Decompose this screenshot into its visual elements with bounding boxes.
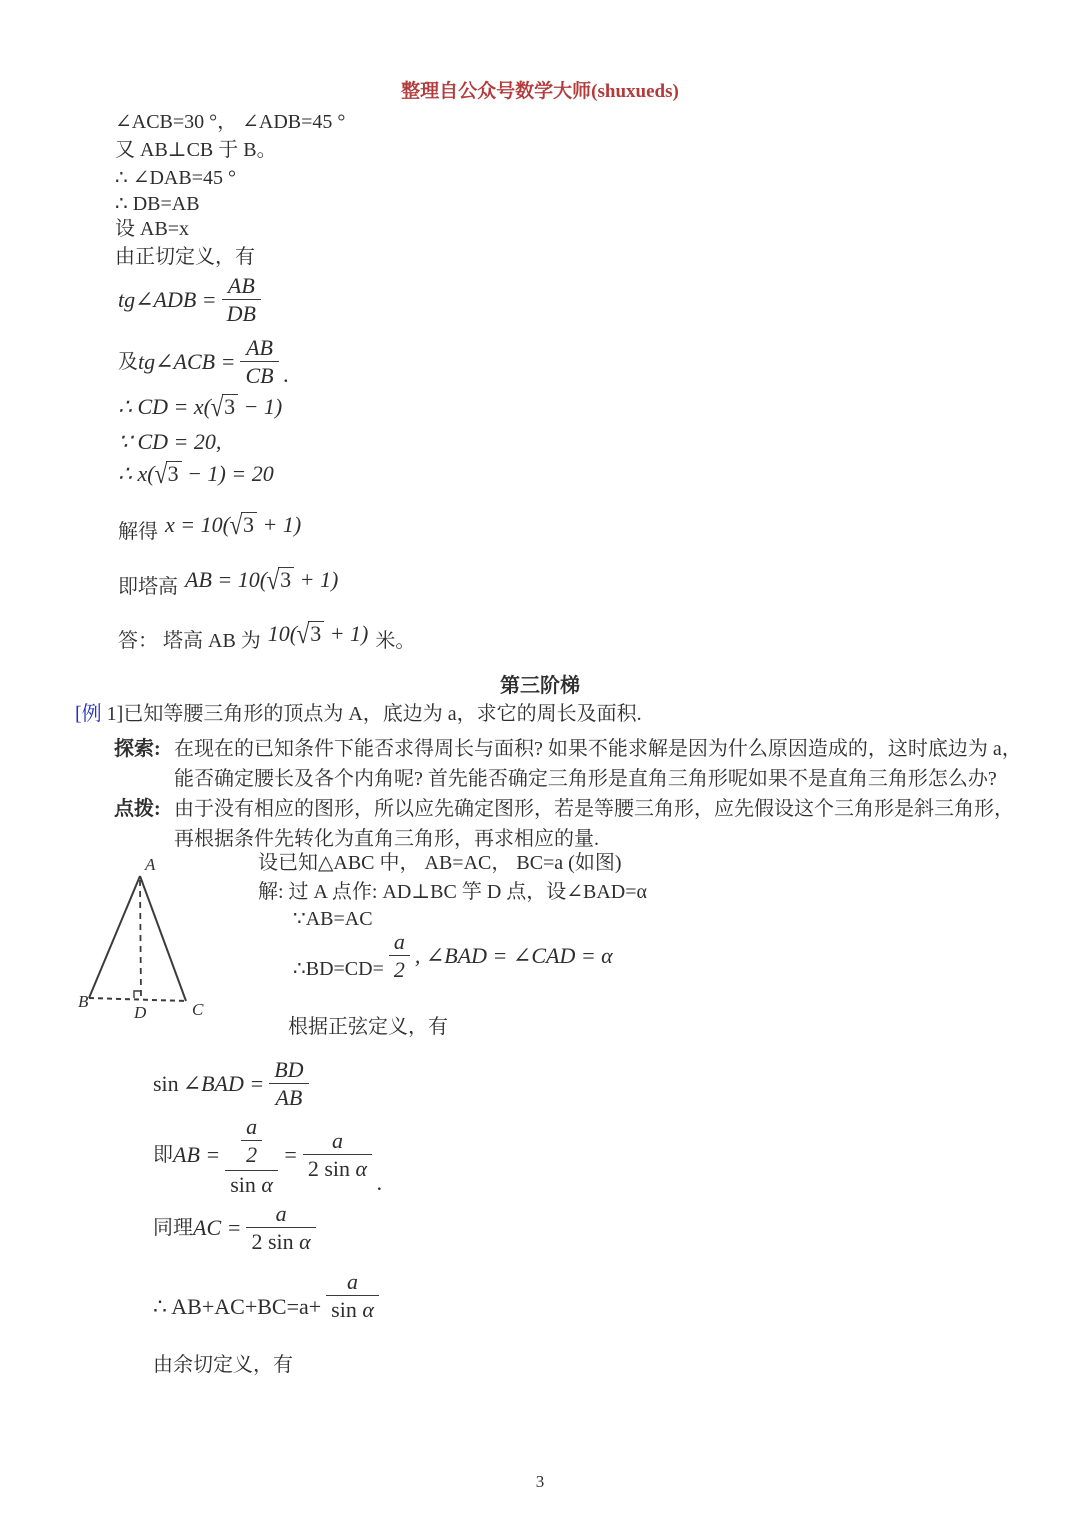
formula-cd [118,390,283,422]
equals-sign: = [282,1141,298,1167]
line-tangent-definition: 由正切定义，有 [115,246,255,268]
formula-prefix: 及 [118,350,138,373]
fraction-denominator: DB [222,299,261,327]
formula-period: . [283,361,290,387]
page-number: 3 [535,1472,545,1491]
fraction [246,1200,315,1256]
denominator-variable: α [299,1229,311,1255]
example-tag: [例 [75,703,102,725]
formula-period: . [377,1169,383,1195]
hint-label: 点拨: [114,798,161,820]
credit-header: 整理自公众号数学大师(shuxueds) [401,81,679,102]
answer-unit: 米。 [375,630,416,652]
triangle-figure [78,852,210,1022]
formula-pre: ∴ x( [118,461,155,486]
formula-tower-height [118,563,339,600]
vertex-label-d: D [134,1003,147,1022]
denominator-variable: α [362,1297,374,1323]
function-name: sin [230,1171,256,1197]
formula-post: + 1) [324,621,369,646]
formula-pre: ∴ CD = x( [118,394,211,419]
solve-label: 解得 [118,521,158,543]
fraction [269,1056,308,1112]
fraction [389,928,410,984]
formula-pre: x = 10( [165,512,230,537]
formula-tg-adb [118,272,266,328]
fraction [326,1268,379,1324]
tower-label: 即塔高 [118,576,178,598]
sqrt-icon: √ [296,617,310,649]
side-ac [140,876,186,1001]
sqrt-icon: √ [266,563,280,595]
side-ab [89,876,140,998]
formula-label: 即 [153,1143,173,1166]
inner-fraction [241,1113,262,1169]
formula-cd-20: ∵ CD = 20, [118,429,222,454]
explore-line-1: 在现在的已知条件下能否求得周长与面积? 如果不能求解是因为什么原因造成的，这时底边为 a， [174,738,1022,760]
formula-pre: ∴BD=CD= [293,957,384,980]
fraction-numerator: BD [274,1057,304,1082]
fraction [240,334,278,390]
formula-post: + 1) [294,567,339,592]
cotangent-definition-line: 由余切定义，有 [153,1354,293,1376]
sqrt-icon: √ [154,457,168,489]
fraction [222,272,261,328]
fraction-numerator: a [347,1269,359,1294]
hint-line-2: 再根据条件先转化为直角三角形，再求相应的量. [174,828,599,850]
fraction-denominator: CB [240,361,278,389]
radicand: 3 [222,394,238,419]
explore-line-2: 能否确定腰长及各个内角呢? 首先能否确定三角形是直角三角形呢如果不是直角三角形怎么办? [174,768,997,790]
answer-label: 答： 塔高 AB 为 [118,630,261,652]
fraction-numerator: AB [246,335,273,360]
function-name: 2 sin [251,1229,294,1255]
formula-lhs: tg∠ACB = [138,348,236,374]
vertex-label-c: C [192,1000,204,1019]
formula-post: − 1) = 20 [181,461,274,486]
example-line [75,701,642,727]
formula-sin-bad [153,1056,314,1112]
step-construct: 解: 过 A 点作: AD⊥BC 竽 D 点，设∠BAD=α [258,881,648,903]
vertex-label-b: B [78,992,89,1011]
fraction-denominator [326,1295,379,1323]
sqrt-icon: √ [210,390,224,422]
outer-fraction [225,1112,278,1198]
sqrt-icon: √ [229,508,243,540]
formula-x-eq-20 [118,457,274,489]
fraction-denominator: 2 [389,955,410,983]
formula-tg-acb [118,334,289,390]
altitude-ad [140,880,141,998]
example-number: 1] [101,703,124,725]
denominator-variable: α [261,1171,273,1197]
line-angle-dab: ∴ ∠DAB=45 ° [115,167,236,189]
formula-pre: AB = 10( [185,567,268,592]
line-perpendicular: 又 AB⊥CB 于 B。 [115,139,277,161]
example-text: 已知等腰三角形的顶点为 A，底边为 a，求它的周长及面积. [123,703,642,725]
radicand: 3 [241,512,257,537]
formula-post: + 1) [257,512,302,537]
formula-label: 同理 [153,1216,193,1239]
fraction-denominator: AB [269,1083,308,1111]
inner-numerator: a [246,1114,258,1139]
hint-line-1: 由于没有相应的图形，所以应先确定图形，若是等腰三角形，应先假设这个三角形是斜三角形， [174,798,1014,820]
formula-arg: ∠BAD = [182,1070,265,1096]
fraction-numerator: a [275,1201,287,1226]
formula-solve [118,508,302,545]
function-name: sin [331,1297,357,1323]
fraction-denominator [246,1227,315,1255]
formula-pre: 10( [267,621,298,646]
explore-label: 探索: [114,738,161,760]
formula-ab [153,1112,383,1198]
formula-ac [153,1200,321,1256]
base-bc [89,998,186,1001]
outer-numerator [225,1112,278,1170]
formula-lhs: AC = [193,1214,242,1240]
radicand: 3 [166,461,182,486]
formula-lhs: AB = [173,1141,221,1167]
fraction-numerator: a [393,929,405,954]
formula-post: − 1) [238,394,283,419]
formula-pre: ∴ AB+AC+BC=a+ [153,1293,322,1319]
sine-definition-line: 根据正弦定义，有 [288,1016,448,1038]
step-because: ∵AB=AC [293,908,373,930]
denominator-variable: α [355,1156,368,1182]
fraction-2-denominator [303,1154,372,1182]
line-angles: ∠ACB=30 °， ∠ADB=45 ° [115,111,346,133]
vertex-label-a: A [145,855,156,874]
outer-denominator [225,1170,278,1198]
fraction-2 [303,1127,372,1183]
function-name: sin [153,1070,179,1096]
formula-lhs: tg∠ADB = [118,286,217,312]
radicand: 3 [308,621,324,646]
formula-bd-cd [293,928,613,984]
formula-perimeter [153,1268,384,1324]
answer-line [118,617,416,654]
step-setup: 设已知△ABC 中， AB=AC， BC=a (如图) [258,852,622,874]
section-title: 第三阶梯 [500,675,580,697]
function-name: 2 sin [307,1156,351,1182]
line-set-ab-x: 设 AB=x [115,218,190,240]
right-angle-mark [134,991,141,998]
line-db-ab: ∴ DB=AB [115,193,200,215]
fraction-2-numerator: a [331,1128,343,1154]
formula-post: , ∠BAD = ∠CAD = α [414,942,613,968]
inner-denominator: 2 [241,1140,262,1168]
radicand: 3 [278,567,294,592]
fraction-numerator: AB [227,273,255,298]
